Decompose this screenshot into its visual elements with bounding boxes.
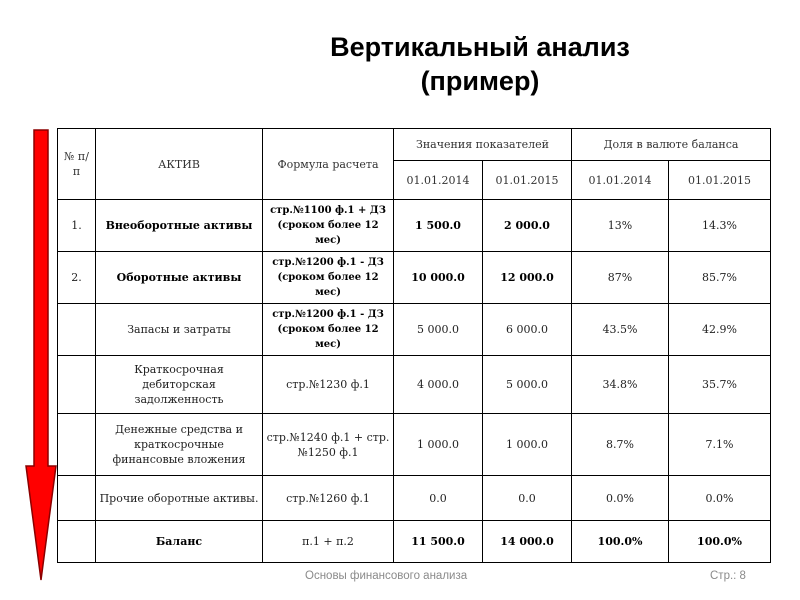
down-arrow-icon	[24, 128, 58, 584]
row-share-2014: 8.7%	[572, 414, 669, 476]
row-num	[58, 476, 96, 521]
row-share-2015: 42.9%	[669, 304, 771, 356]
row-value-2014: 11 500.0	[394, 521, 483, 563]
table-row	[58, 304, 771, 356]
row-share-2015: 100.0%	[669, 521, 771, 563]
row-name: Баланс	[96, 521, 263, 563]
row-value-2015: 6 000.0	[483, 304, 572, 356]
header-share-group: Доля в валюте баланса	[572, 129, 771, 161]
header-values-group: Значения показателей	[394, 129, 572, 161]
row-num	[58, 304, 96, 356]
header-share-2014: 01.01.2014	[572, 161, 669, 200]
page-title	[300, 30, 660, 98]
row-value-2014: 5 000.0	[394, 304, 483, 356]
row-share-2015: 0.0%	[669, 476, 771, 521]
row-value-2015: 2 000.0	[483, 200, 572, 252]
row-share-2015: 85.7%	[669, 252, 771, 304]
row-value-2014: 4 000.0	[394, 356, 483, 414]
row-share-2014: 13%	[572, 200, 669, 252]
row-formula: п.1 + п.2	[263, 521, 394, 563]
header-formula: Формула расчета	[263, 129, 394, 200]
row-formula: стр.№1230 ф.1	[263, 356, 394, 414]
row-share-2015: 14.3%	[669, 200, 771, 252]
row-value-2014: 0.0	[394, 476, 483, 521]
row-num: 1.	[58, 200, 96, 252]
row-name: Краткосрочная дебиторская задолженность	[96, 356, 263, 414]
page-title-line1: Вертикальный анализ	[330, 32, 630, 62]
row-formula: стр.№1260 ф.1	[263, 476, 394, 521]
footer-course-title: Основы финансового анализа	[305, 570, 468, 582]
row-value-2015: 14 000.0	[483, 521, 572, 563]
row-formula: стр.№1240 ф.1 + стр.№1250 ф.1	[263, 414, 394, 476]
row-share-2015: 7.1%	[669, 414, 771, 476]
table-row	[58, 252, 771, 304]
row-share-2015: 35.7%	[669, 356, 771, 414]
row-name: Прочие оборотные активы.	[96, 476, 263, 521]
header-values-2014: 01.01.2014	[394, 161, 483, 200]
row-num: 2.	[58, 252, 96, 304]
page-title-line2: (пример)	[420, 66, 540, 96]
header-num: № п/п	[58, 129, 96, 200]
row-share-2014: 43.5%	[572, 304, 669, 356]
row-name: Оборотные активы	[96, 252, 263, 304]
row-value-2015: 5 000.0	[483, 356, 572, 414]
header-share-2015: 01.01.2015	[669, 161, 771, 200]
table-row	[58, 476, 771, 521]
row-value-2015: 0.0	[483, 476, 572, 521]
row-value-2014: 1 500.0	[394, 200, 483, 252]
row-share-2014: 0.0%	[572, 476, 669, 521]
row-name: Денежные средства и краткосрочные финансовые вложения	[96, 414, 263, 476]
table-row-total	[58, 521, 771, 563]
header-asset: АКТИВ	[96, 129, 263, 200]
row-share-2014: 100.0%	[572, 521, 669, 563]
row-num	[58, 521, 96, 563]
table-row	[58, 200, 771, 252]
row-name: Внеоборотные активы	[96, 200, 263, 252]
row-value-2014: 10 000.0	[394, 252, 483, 304]
table-row	[58, 414, 771, 476]
row-num	[58, 356, 96, 414]
footer-page-number: Стр.: 8	[710, 570, 746, 582]
row-num	[58, 414, 96, 476]
row-share-2014: 34.8%	[572, 356, 669, 414]
row-share-2014: 87%	[572, 252, 669, 304]
row-value-2014: 1 000.0	[394, 414, 483, 476]
row-formula: стр.№1100 ф.1 + ДЗ (сроком более 12 мес)	[263, 200, 394, 252]
row-name: Запасы и затраты	[96, 304, 263, 356]
vertical-analysis-table	[57, 128, 771, 563]
row-formula: стр.№1200 ф.1 - ДЗ (сроком более 12 мес)	[263, 252, 394, 304]
header-row-1	[58, 129, 771, 161]
row-value-2015: 1 000.0	[483, 414, 572, 476]
row-formula: стр.№1200 ф.1 - ДЗ (сроком более 12 мес)	[263, 304, 394, 356]
header-values-2015: 01.01.2015	[483, 161, 572, 200]
row-value-2015: 12 000.0	[483, 252, 572, 304]
table-row	[58, 356, 771, 414]
